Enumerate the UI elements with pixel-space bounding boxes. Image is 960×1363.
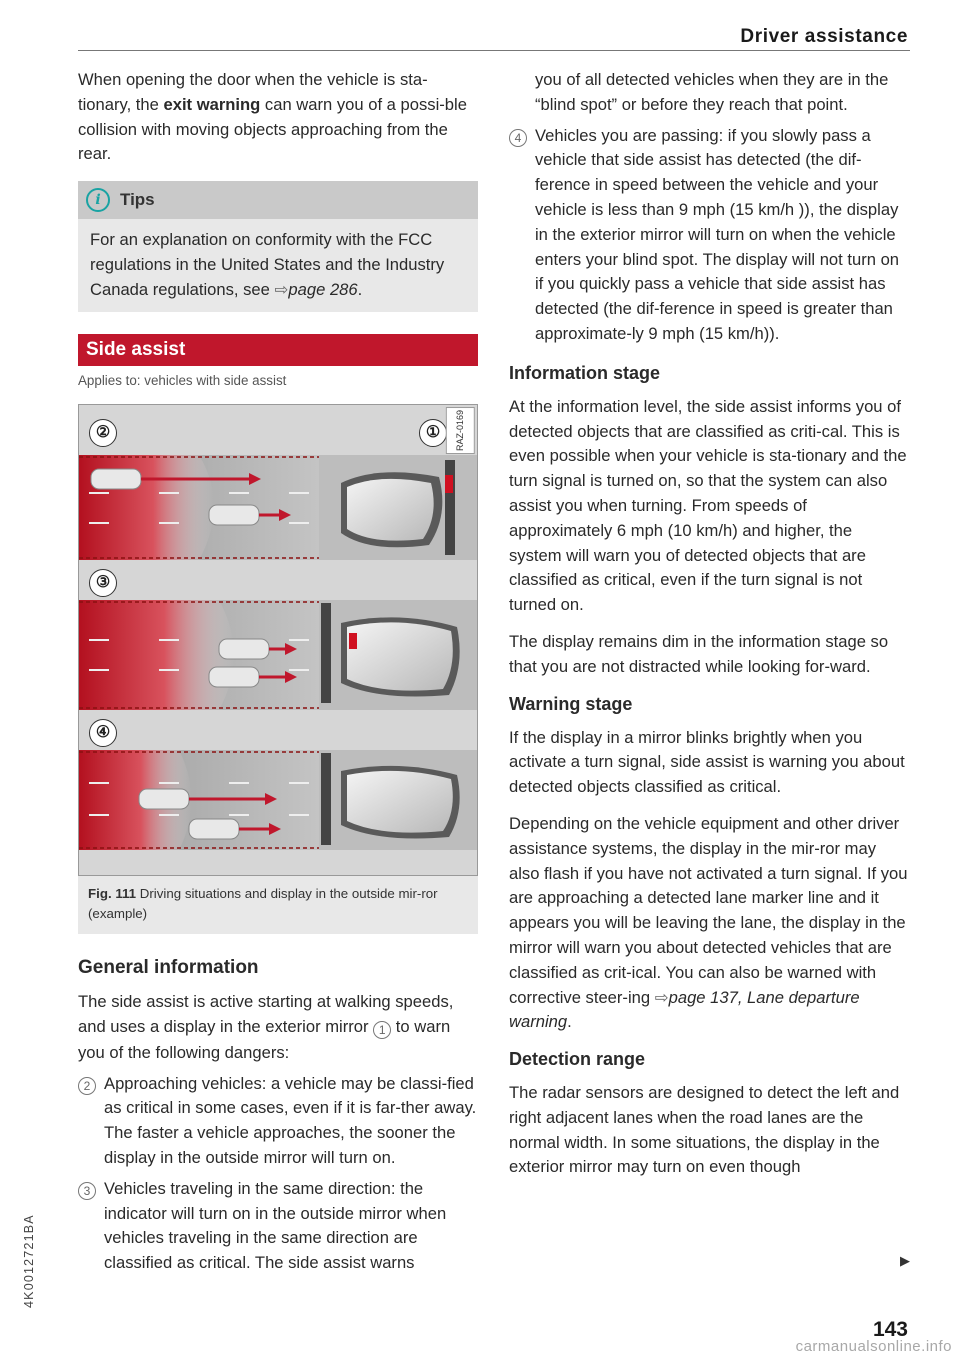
figure-label-2: ② (89, 419, 117, 447)
lane-departure-link[interactable]: page 137, Lane departure warning (509, 987, 860, 1032)
figure-label-1: ① (419, 419, 447, 447)
tips-header (78, 181, 478, 219)
list-item-number (509, 124, 535, 347)
side-assist-figure (78, 404, 478, 876)
list-item-number (78, 1177, 104, 1276)
list-item-passing-vehicles (509, 124, 909, 347)
general-information-heading: General information (78, 957, 259, 979)
tips-text-suffix: . (357, 280, 363, 300)
figure-illustration (79, 405, 477, 875)
figure-caption-label: Fig. 111 (88, 886, 137, 902)
warning-stage-paragraph-2 (509, 812, 909, 1035)
detection-range-paragraph: The radar sensors are designed to detect the left and right adjacent lanes when the road lanes are the normal width. In some situations, the display in the exterior mirror may turn on even though (509, 1083, 900, 1177)
header-divider (78, 50, 910, 51)
list-item-approaching-vehicles (78, 1072, 478, 1171)
info-icon: i (86, 188, 110, 212)
list-item-same-direction (78, 1177, 478, 1276)
ref-number-1-text: 1 (373, 1021, 391, 1039)
arrow-right-icon: ⇨ (274, 280, 289, 300)
figure-label-3: ③ (89, 569, 117, 597)
figure-caption-text: Driving situations and display in the outside mir-ror (example) (88, 886, 438, 922)
list-item-number (78, 1072, 104, 1171)
list-item-continued (509, 68, 909, 118)
right-column (509, 68, 909, 1192)
general-intro-suffix: to warn you of the following dangers: (78, 1016, 451, 1062)
list-item-number-text: 2 (78, 1077, 96, 1095)
list-item-text: Approaching vehicles: a vehicle may be classi-fied as critical in some cases, even if it is far-ther away. The faster a vehicle approaches, the sooner the display in the outside mirror will turn on. (104, 1073, 477, 1167)
list-item-number-text: 3 (78, 1182, 96, 1200)
information-stage-heading: Information stage (509, 362, 661, 383)
list-item-number-text: 4 (509, 129, 527, 147)
tips-title: Tips (120, 189, 155, 209)
list-item-text: Vehicles traveling in the same direction: the indicator will turn on in the outside mirror when vehicles traveling in the same direction are classified as critical. The side assist warns (104, 1178, 447, 1273)
general-intro-text: The side assist is active starting at walking speeds, and uses a display in the exterior mirror (78, 992, 454, 1036)
tips-page-link[interactable]: page 286 (288, 280, 358, 300)
page-header-title: Driver assistance (740, 26, 908, 47)
exit-warning-paragraph (78, 68, 478, 167)
general-intro (78, 990, 478, 1065)
intro-text-2: tionary, the (78, 94, 164, 114)
figure-caption (78, 876, 478, 934)
intro-line-1: When opening the door when the vehicle is sta- (78, 70, 428, 89)
exit-warning-term: exit warning (163, 94, 261, 114)
applies-to-note: Applies to: vehicles with side assist (78, 373, 287, 389)
list-item-number-spacer (509, 68, 535, 118)
information-stage-paragraph-1: At the information level, the side assist informs you of detected objects that are classified as criti-cal. This is even possible when your vehicle is sta-tionary and the turn signal is turned on, so that the system can also assist you when turning. From speeds of approximately 6 mph (10 km/h) and higher, the system will warn you of detected objects that are classified as critical, even if the turn signal is not turned on. (509, 396, 907, 615)
page-number: 143 (872, 1318, 908, 1341)
list-item-text: Vehicles you are passing: if you slowly pass a vehicle that side assist has detected (the dif-ference in speed between the vehicle and your vehicle is less than 9 mph (15 km/h )), the display in the exterior mirror will turn on when the vehicle enters your blind spot. The display will not turn on if you quickly pass a vehicle that side assist has detected (the dif-ference in speed is greater than approximate-ly 9 mph (15 km/h)). (535, 125, 900, 343)
ref-number-1 (373, 1019, 391, 1036)
watermark: carmanualsonline.info (795, 1338, 952, 1355)
section-title-side-assist: Side assist (78, 334, 478, 366)
warning-stage-heading: Warning stage (509, 693, 633, 714)
tips-text: For an explanation on conformity with the FCC regulations in the United States and the Industry Canada regulations, see (90, 230, 445, 300)
intro-text-3: can warn you of a possi-ble collision with moving objects approaching from the rear. (78, 94, 467, 164)
detection-range-heading: Detection range (509, 1049, 646, 1070)
warning-stage-suffix: . (567, 1012, 572, 1032)
warning-stage-text: Depending on the vehicle equipment and other driver assistance systems, the display in the mir-ror may also flash if you have not activated a turn signal. If you are approaching a detected lane marker line and it appears you will be leaving the lane, the display in the mirror will warn you about detected vehicles that are classified as crit-ical. You can also be warned with corrective steer-ing (509, 813, 908, 1007)
tips-box (78, 181, 478, 312)
warning-stage-paragraph-1: If the display in a mirror blinks brightly when you activate a turn signal, side assist is warning you about detected objects classified as critical. (509, 727, 905, 797)
tips-body (78, 219, 478, 312)
figure-code: RAZ-0169 (446, 407, 475, 454)
document-code: 4K0012721BA (22, 1214, 36, 1308)
continue-arrow-icon: ▶ (900, 1253, 910, 1268)
left-column (78, 68, 478, 1282)
list-item-text: you of all detected vehicles when they are in the “blind spot” or before they reach that point. (535, 70, 889, 114)
arrow-right-icon: ⇨ (654, 987, 669, 1007)
figure-label-4: ④ (89, 719, 117, 747)
information-stage-paragraph-2: The display remains dim in the information stage so that you are not distracted while looking for-ward. (509, 631, 889, 676)
